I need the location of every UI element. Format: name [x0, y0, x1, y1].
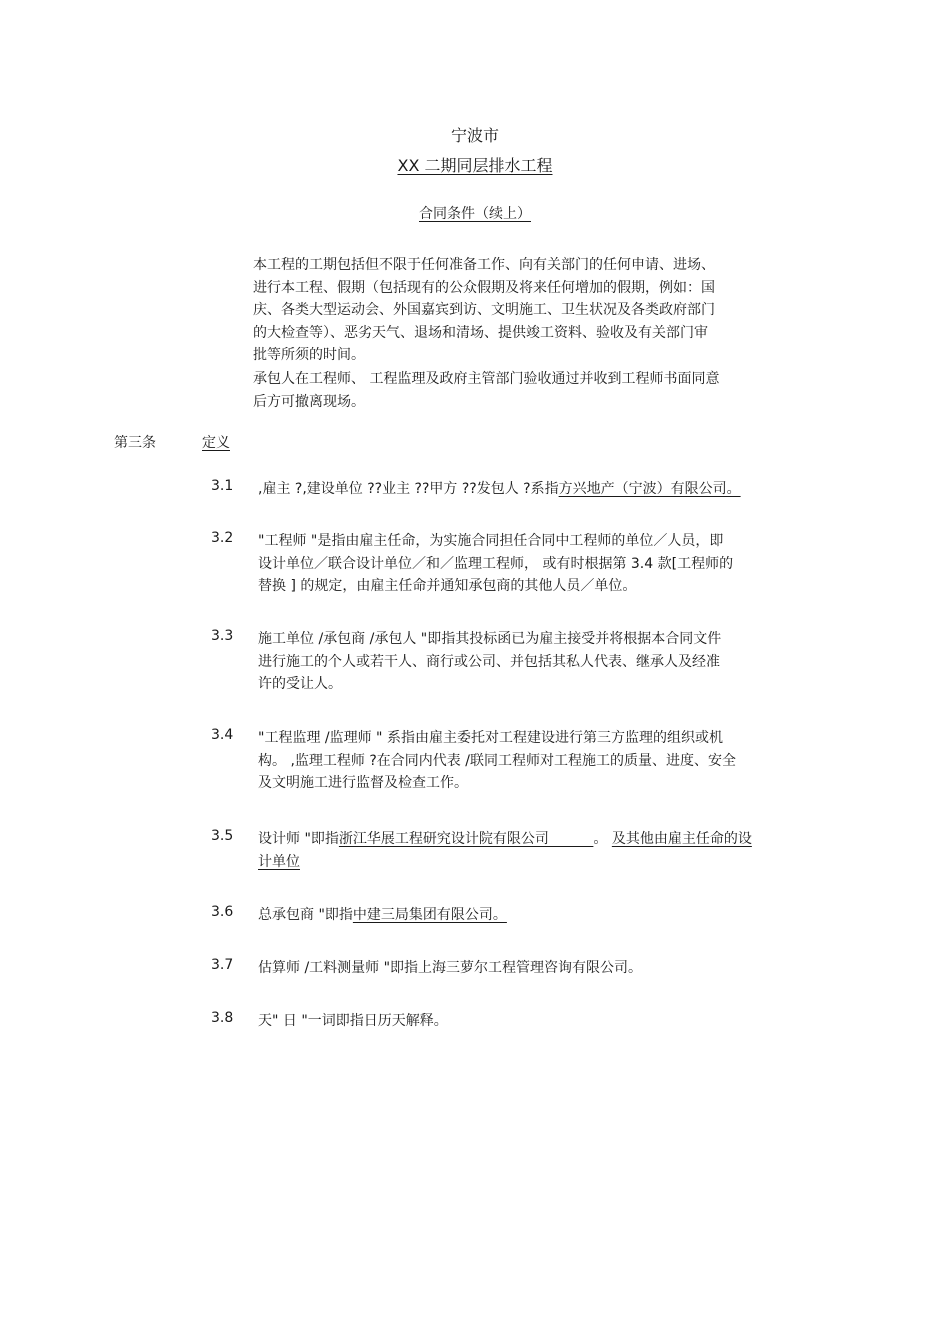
- clause-number: 3.7: [211, 957, 234, 973]
- document-city: 宁波市: [450, 126, 499, 145]
- clause-number: 3.3: [211, 628, 234, 644]
- clause-text: 天" 日 "一词即指日历天解释。: [258, 1013, 448, 1029]
- intro-paragraph-2: 承包人在工程师、 工程监理及政府主管部门验收通过并收到工程师书面同意 后方可撤离现场。: [253, 371, 720, 410]
- clause-text: "工程监理 /监理师 " 系指由雇主委托对工程建设进行第三方监理的组织或机 构。 ,监理工程师 ?在合同内代表 /联同工程师对工程施工的质量、进度、安全 及文明施工进行监督及检查工作。: [258, 730, 736, 791]
- project-title: XX 二期同层排水工程: [397, 156, 553, 175]
- section-title: 合同条件（续上）: [419, 206, 531, 222]
- clause-number: 3.5: [211, 828, 234, 844]
- clause-text: 设计师 "即指浙江华展工程研究设计院有限公司 。 及其他由雇主任命的设 计单位: [258, 831, 752, 870]
- clause-text: "工程师 "是指由雇主任命，为实施合同担任合同中工程师的单位／人员，即 设计单位／联合设计单位／和／监理工程师， 或有时根据第 3.4 款[工程师的 替换 ] 的规定，由雇主任命并通知承包商的其他人员／单位。: [258, 533, 734, 594]
- clause-number: 3.2: [211, 530, 234, 546]
- clause-text: ,雇主 ?,建设单位 ??业主 ??甲方 ??发包人 ?系指方兴地产（宁波）有限公司。: [258, 481, 741, 497]
- clause-text: 估算师 /工料测量师 "即指上海三萝尔工程管理咨询有限公司。: [258, 960, 643, 976]
- clause-number: 3.4: [211, 727, 234, 743]
- article-title: 定义: [202, 435, 230, 451]
- clause-number: 3.1: [211, 478, 234, 494]
- clause-text: 总承包商 "即指中建三局集团有限公司。: [258, 907, 507, 923]
- intro-paragraph-1: 本工程的工期包括但不限于任何准备工作、向有关部门的任何申请、进场、 进行本工程、假期（包括现有的公众假期及将来任何增加的假期，例如：国 庆、各类大型运动会、外国嘉宾到访、文明施工、卫生状况及各类政府部门 的大检查等）、恶劣天气、退场和清场、提供竣工资料、验收及有关部门审 批等所须的时间。: [253, 257, 715, 363]
- clause-number: 3.8: [211, 1010, 234, 1026]
- clause-number: 3.6: [211, 904, 234, 920]
- clause-text: 施工单位 /承包商 /承包人 "即指其投标函已为雇主接受并将根据本合同文件 进行施工的个人或若干人、商行或公司、并包括其私人代表、继承人及经准 许的受让人。: [258, 631, 722, 692]
- article-number: 第三条: [114, 435, 156, 451]
